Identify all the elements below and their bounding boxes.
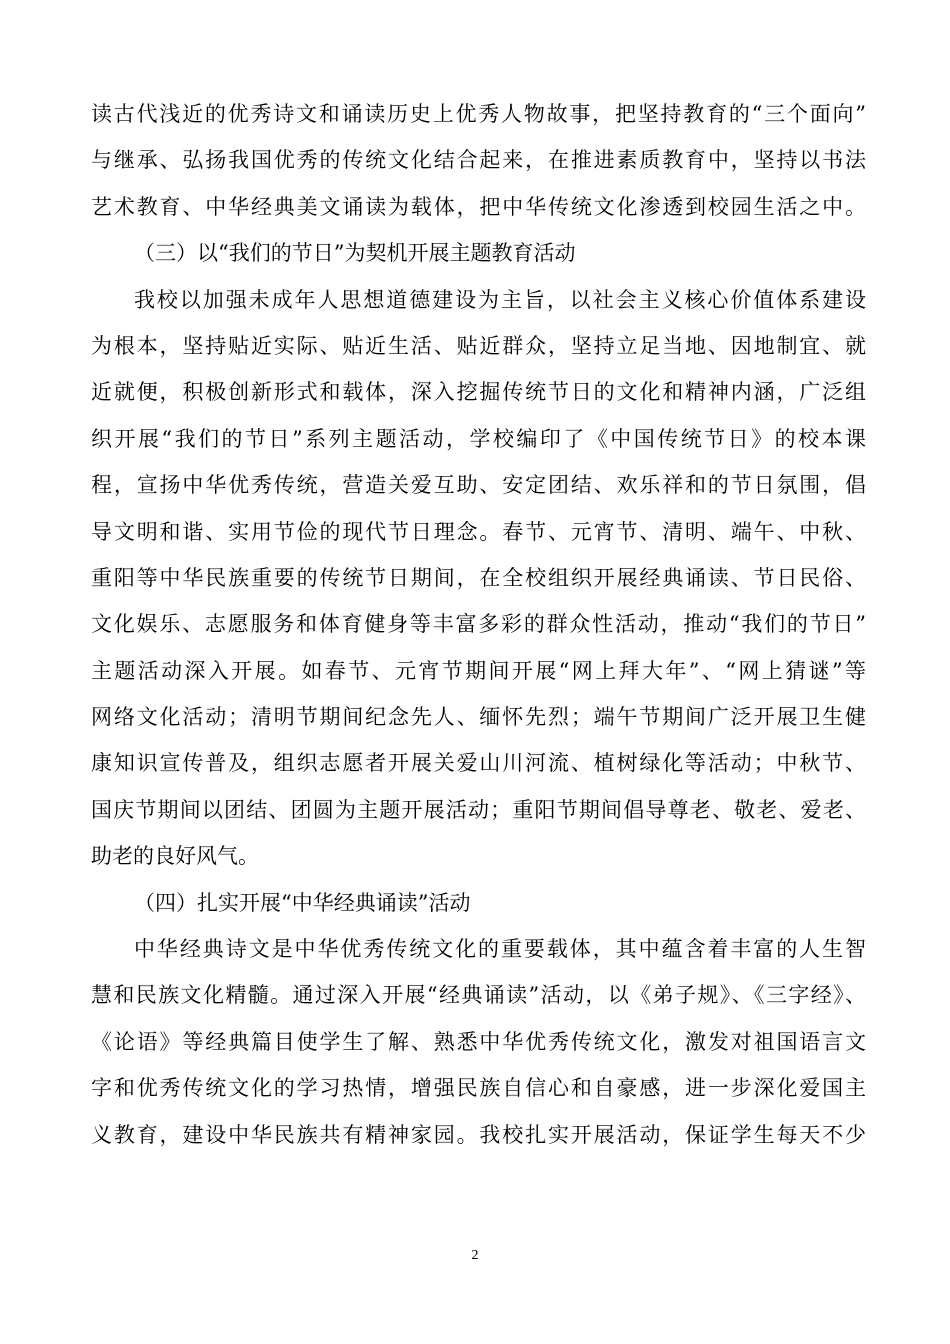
body-text bbox=[91, 91, 866, 1158]
section-heading: （三）以“我们的节日”为契机开展主题教育活动 bbox=[134, 241, 576, 266]
paragraph-line: 主题活动深入开展。如春节、元宵节期间开展“网上拜大年”、“网上猜谜”等 bbox=[91, 658, 866, 683]
paragraph-line: 文化娱乐、志愿服务和体育健身等丰富多彩的群众性活动，推动“我们的节日” bbox=[91, 612, 866, 637]
paragraph-line: 织开展“我们的节日”系列主题活动，学校编印了《中国传统节日》的校本课 bbox=[91, 426, 866, 451]
paragraph-line: 程，宣扬中华优秀传统，营造关爱互助、安定团结、欢乐祥和的节日氛围，倡 bbox=[91, 473, 866, 498]
paragraph-line: 《论语》等经典篇目使学生了解、熟悉中华优秀传统文化，激发对祖国语言文 bbox=[91, 1029, 866, 1054]
paragraph-line: 义教育，建设中华民族共有精神家园。我校扎实开展活动，保证学生每天不少 bbox=[91, 1122, 866, 1147]
page-number: 2 bbox=[471, 1248, 479, 1263]
paragraph-line: 网络文化活动；清明节期间纪念先人、缅怀先烈；端午节期间广泛开展卫生健 bbox=[91, 705, 866, 730]
paragraph-line: 近就便，积极创新形式和载体，深入挖掘传统节日的文化和精神内涵，广泛组 bbox=[91, 380, 866, 405]
paragraph-line: 读古代浅近的优秀诗文和诵读历史上优秀人物故事，把坚持教育的“三个面向” bbox=[91, 102, 866, 126]
paragraph-line: 导文明和谐、实用节俭的现代节日理念。春节、元宵节、清明、端午、中秋、 bbox=[91, 519, 866, 544]
paragraph-line: 为根本，坚持贴近实际、贴近生活、贴近群众，坚持立足当地、因地制宜、就 bbox=[91, 333, 866, 358]
paragraph-line: 艺术教育、中华经典美文诵读为载体，把中华传统文化渗透到校园生活之中。 bbox=[91, 194, 866, 219]
paragraph-line: 重阳等中华民族重要的传统节日期间，在全校组织开展经典诵读、节日民俗、 bbox=[91, 565, 866, 590]
paragraph-line: 康知识宣传普及，组织志愿者开展关爱山川河流、植树绿化等活动；中秋节、 bbox=[91, 751, 866, 776]
paragraph-line: 字和优秀传统文化的学习热情，增强民族自信心和自豪感，进一步深化爱国主 bbox=[91, 1076, 866, 1101]
paragraph-line: 与继承、弘扬我国优秀的传统文化结合起来，在推进素质教育中，坚持以书法 bbox=[91, 148, 866, 173]
paragraph-line: 助老的良好风气。 bbox=[91, 844, 259, 869]
paragraph-line: 慧和民族文化精髓。通过深入开展“经典诵读”活动，以《弟子规》、《三字经》、 bbox=[91, 983, 866, 1008]
section-heading: （四）扎实开展“中华经典诵读”活动 bbox=[134, 890, 471, 915]
paragraph-line: 国庆节期间以团结、团圆为主题开展活动；重阳节期间倡导尊老、敬老、爱老、 bbox=[91, 797, 866, 822]
paragraph-line: 中华经典诗文是中华优秀传统文化的重要载体，其中蕴含着丰富的人生智 bbox=[134, 937, 866, 962]
paragraph-line: 我校以加强未成年人思想道德建设为主旨，以社会主义核心价值体系建设 bbox=[134, 287, 866, 312]
